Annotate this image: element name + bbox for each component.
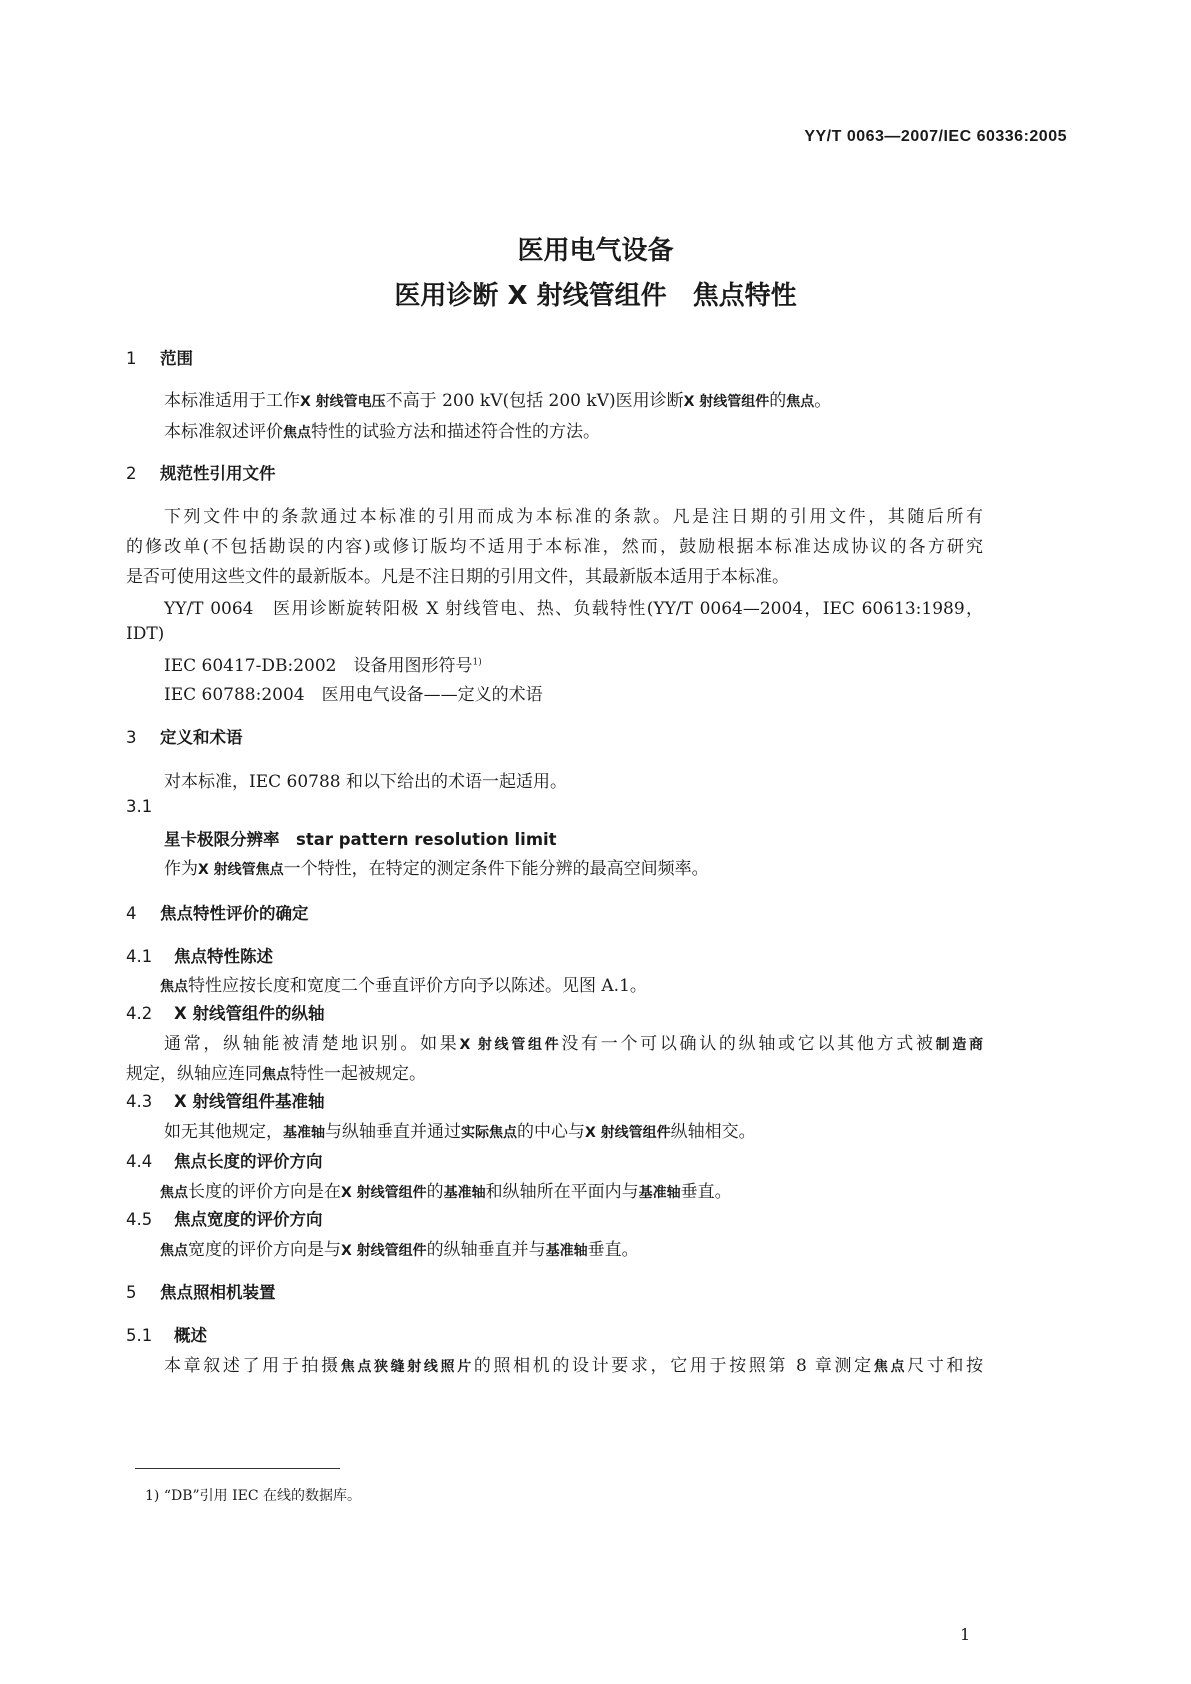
footnote: 1) “DB”引用 IEC 在线的数据库。	[145, 1488, 362, 1504]
footnote-marker: 1)	[472, 657, 482, 668]
section-4-3-heading: 4.3 X 射线管组件基准轴	[126, 1092, 325, 1111]
section-2-para-line-3: 是否可使用这些文件的最新版本。凡是不注日期的引用文件，其最新版本适用于本标准。	[126, 567, 789, 587]
footnote-divider	[135, 1468, 340, 1469]
section-4-4-text: 焦点长度的评价方向是在X 射线管组件的基准轴和纵轴所在平面内与基准轴垂直。	[160, 1182, 732, 1202]
section-5-heading: 5 焦点照相机装置	[126, 1283, 276, 1302]
standard-code: YY/T 0063—2007/IEC 60336:2005	[804, 128, 1067, 145]
section-1-heading: 1 范围	[126, 349, 193, 368]
reference-yy-t-0064-cont: IDT)	[126, 624, 165, 644]
section-2-para-line-2: 的修改单(不包括勘误的内容)或修订版均不适用于本标准，然而，鼓励根据本标准达成协议的各方研究	[126, 537, 983, 557]
section-2-heading: 2 规范性引用文件	[126, 464, 276, 483]
section-4-1-text: 焦点特性应按长度和宽度二个垂直评价方向予以陈述。见图 A.1。	[160, 976, 647, 996]
reference-yy-t-0064: YY/T 0064 医用诊断旋转阳极 X 射线管电、热、负载特性(YY/T 0064—2004，IEC 60613:1989，	[164, 599, 983, 619]
section-4-heading: 4 焦点特性评价的确定	[126, 904, 309, 923]
section-4-5-heading: 4.5 焦点宽度的评价方向	[126, 1210, 323, 1229]
section-4-2-heading: 4.2 X 射线管组件的纵轴	[126, 1004, 325, 1023]
section-5-1-text: 本章叙述了用于拍摄焦点狭缝射线照片的照相机的设计要求，它用于按照第 8 章测定焦点尺寸和按	[164, 1356, 984, 1376]
section-3-para: 对本标准，IEC 60788 和以下给出的术语一起适用。	[164, 772, 568, 792]
section-3-1-number: 3.1	[126, 797, 153, 816]
reference-iec-60788: IEC 60788:2004 医用电气设备——定义的术语	[164, 685, 543, 705]
document-subtitle: 医用诊断 X 射线管组件 焦点特性	[394, 281, 797, 311]
page-number: 1	[960, 1625, 971, 1644]
term-star-pattern: 星卡极限分辨率 star pattern resolution limit	[164, 830, 557, 849]
reference-iec-60417: IEC 60417-DB:2002 设备用图形符号$^{1)}$	[164, 656, 482, 676]
section-4-2-text-line-1: 通常，纵轴能被清楚地识别。如果X 射线管组件没有一个可以确认的纵轴或它以其他方式被制造商	[164, 1034, 984, 1054]
section-5-1-heading: 5.1 概述	[126, 1326, 207, 1345]
section-1-para-2: 本标准叙述评价焦点特性的试验方法和描述符合性的方法。	[164, 422, 600, 442]
document-title: 医用电气设备	[517, 236, 674, 266]
section-1-para-1: 本标准适用于工作X 射线管电压不高于 200 kV(包括 200 kV)医用诊断X 射线管组件的焦点。	[164, 391, 832, 411]
section-4-5-text: 焦点宽度的评价方向是与X 射线管组件的纵轴垂直并与基准轴垂直。	[160, 1240, 639, 1260]
term-definition: 作为X 射线管焦点一个特性，在特定的测定条件下能分辨的最高空间频率。	[164, 859, 709, 879]
section-4-4-heading: 4.4 焦点长度的评价方向	[126, 1152, 323, 1171]
section-4-3-text: 如无其他规定，基准轴与纵轴垂直并通过实际焦点的中心与X 射线管组件纵轴相交。	[164, 1122, 756, 1142]
section-4-2-text-line-2: 规定，纵轴应连同焦点特性一起被规定。	[126, 1064, 426, 1084]
section-3-heading: 3 定义和术语	[126, 728, 243, 747]
section-4-1-heading: 4.1 焦点特性陈述	[126, 947, 273, 966]
section-2-para-line-1: 下列文件中的条款通过本标准的引用而成为本标准的条款。凡是注日期的引用文件，其随后所有	[164, 507, 983, 527]
